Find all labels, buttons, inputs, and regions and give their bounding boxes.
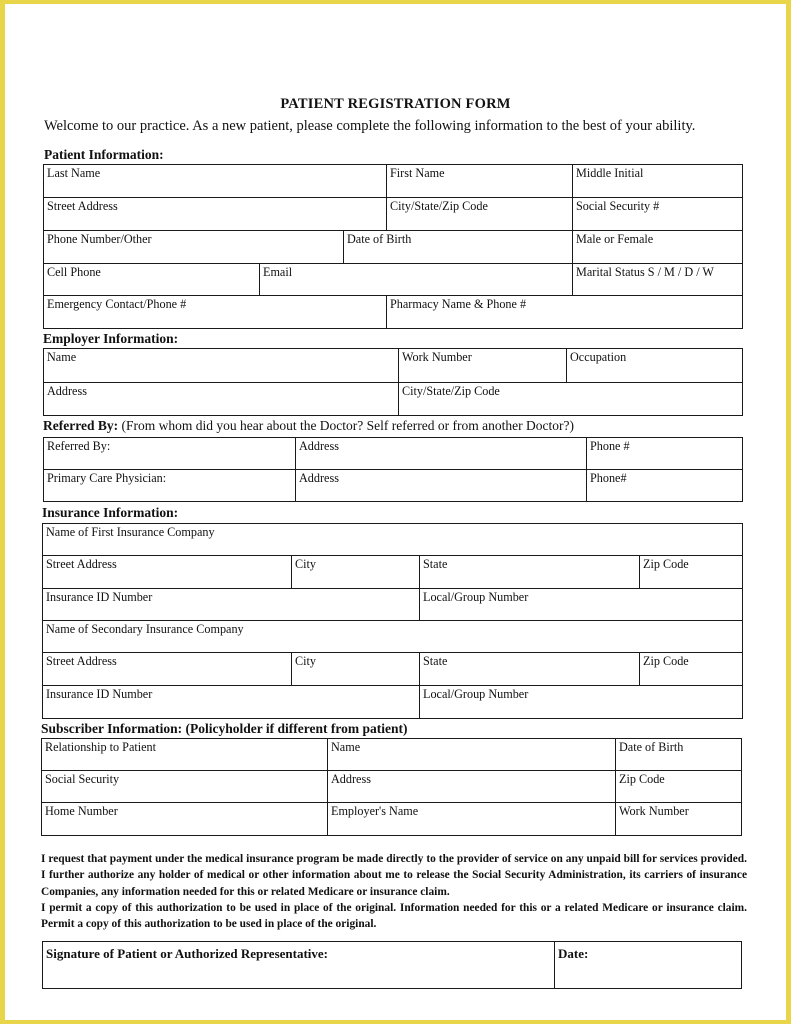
insurance2-state-field[interactable]	[420, 653, 640, 686]
employer-section-heading: Employer Information:	[43, 331, 179, 346]
insurance1-city-label: City	[295, 557, 316, 571]
employer-address-field[interactable]	[44, 383, 399, 416]
insurance1-zip-label: Zip Code	[643, 557, 689, 571]
second-insurance-company-field[interactable]	[43, 621, 743, 653]
phone-other-label: Phone Number/Other	[47, 232, 152, 246]
marital-status-label: Marital Status S / M / D / W	[576, 265, 714, 279]
insurance2-state-label: State	[423, 654, 448, 668]
date-label: Date:	[558, 946, 589, 961]
consent-paragraph-2: I permit a copy of this authorization to be used in place of the original. Information needed for this or a related Medicare or insurance claim. Permit a copy of this authorization to be used in place of the original.	[41, 901, 747, 931]
insurance1-state-label: State	[423, 557, 448, 571]
first-name-label: First Name	[390, 166, 445, 180]
insurance2-street-field[interactable]	[43, 653, 292, 686]
sex-field[interactable]	[573, 231, 743, 264]
first-insurance-company-field[interactable]	[43, 524, 743, 556]
subscriber-address-field[interactable]	[328, 771, 616, 803]
signature-label: Signature of Patient or Authorized Representative:	[46, 946, 328, 961]
pcp-address-field[interactable]	[296, 470, 587, 502]
street-address-field[interactable]	[44, 198, 387, 231]
employer-name-label: Name	[47, 350, 77, 364]
consent-paragraph-1: I request that payment under the medical insurance program be made directly to the provider of service on any unpaid bill for services provided. I further authorize any holder of medical or other information about me to release the Social Security Administration, its carriers of insurance Companies, any information needed for this or related Medicare or insurance claim.	[41, 853, 747, 898]
subscriber-dob-label: Date of Birth	[619, 740, 684, 754]
pcp-address-label: Address	[299, 471, 339, 485]
insurance1-zip-field[interactable]	[640, 556, 743, 589]
email-field[interactable]	[260, 264, 573, 296]
pharmacy-label: Pharmacy Name & Phone #	[390, 297, 527, 311]
home-number-label: Home Number	[45, 804, 118, 818]
insurance-info-table	[42, 523, 743, 719]
referred-section-heading	[43, 418, 574, 434]
insurance1-street-field[interactable]	[43, 556, 292, 589]
middle-initial-label: Middle Initial	[576, 166, 644, 180]
referrer-phone-field[interactable]	[587, 438, 743, 470]
referred-by-label: Referred By:	[47, 439, 111, 453]
employer-city-state-zip-field[interactable]	[399, 383, 743, 416]
insurance1-group-label: Local/Group Number	[423, 590, 529, 604]
signature-field[interactable]	[43, 942, 555, 989]
subscriber-employer-label: Employer's Name	[331, 804, 419, 818]
insurance2-id-field[interactable]	[43, 686, 420, 719]
city-state-zip-field[interactable]	[387, 198, 573, 231]
occupation-field[interactable]	[567, 349, 743, 383]
insurance1-id-field[interactable]	[43, 589, 420, 621]
insurance1-street-label: Street Address	[46, 557, 117, 571]
insurance1-city-field[interactable]	[292, 556, 420, 589]
referred-by-field[interactable]	[44, 438, 296, 470]
pcp-label: Primary Care Physician:	[47, 471, 167, 485]
subscriber-info-table	[41, 738, 742, 836]
welcome-text: Welcome to our practice. As a new patient, please complete the following information to the best of your ability.	[44, 118, 696, 134]
cell-phone-field[interactable]	[44, 264, 260, 296]
subscriber-zip-field[interactable]	[616, 771, 742, 803]
subscriber-dob-field[interactable]	[616, 739, 742, 771]
insurance2-id-label: Insurance ID Number	[46, 687, 153, 701]
insurance-section-heading: Insurance Information:	[42, 505, 179, 520]
marital-status-field[interactable]	[573, 264, 743, 296]
insurance2-group-field[interactable]	[420, 686, 743, 719]
relationship-label: Relationship to Patient	[45, 740, 157, 754]
ssn-field[interactable]	[573, 198, 743, 231]
referred-info-table	[43, 437, 743, 502]
ssn-label: Social Security #	[576, 199, 660, 213]
dob-field[interactable]	[344, 231, 573, 264]
employer-info-table	[43, 348, 743, 416]
employer-city-state-zip-label: City/State/Zip Code	[402, 384, 500, 398]
insurance2-city-label: City	[295, 654, 316, 668]
subscriber-zip-label: Zip Code	[619, 772, 665, 786]
cell-phone-label: Cell Phone	[47, 265, 101, 279]
first-name-field[interactable]	[387, 165, 573, 198]
patient-info-table	[43, 164, 743, 329]
patient-section-heading: Patient Information:	[44, 147, 164, 162]
referrer-address-label: Address	[299, 439, 339, 453]
subscriber-address-label: Address	[331, 772, 371, 786]
first-insurance-company-label: Name of First Insurance Company	[46, 525, 215, 539]
emergency-contact-label: Emergency Contact/Phone #	[47, 297, 187, 311]
referrer-phone-label: Phone #	[590, 439, 630, 453]
form-title: PATIENT REGISTRATION FORM	[280, 96, 511, 112]
pcp-field[interactable]	[44, 470, 296, 502]
employer-work-number-label: Work Number	[402, 350, 472, 364]
home-number-field[interactable]	[42, 803, 328, 836]
employer-work-number-field[interactable]	[399, 349, 567, 383]
phone-other-field[interactable]	[44, 231, 344, 264]
employer-address-label: Address	[47, 384, 87, 398]
relationship-field[interactable]	[42, 739, 328, 771]
last-name-field[interactable]	[44, 165, 387, 198]
insurance1-group-field[interactable]	[420, 589, 743, 621]
date-field[interactable]	[555, 942, 742, 989]
subscriber-work-number-label: Work Number	[619, 804, 689, 818]
middle-initial-field[interactable]	[573, 165, 743, 198]
insurance2-city-field[interactable]	[292, 653, 420, 686]
subscriber-name-field[interactable]	[328, 739, 616, 771]
last-name-label: Last Name	[47, 166, 101, 180]
dob-label: Date of Birth	[347, 232, 412, 246]
subscriber-name-label: Name	[331, 740, 361, 754]
insurance2-zip-field[interactable]	[640, 653, 743, 686]
referrer-address-field[interactable]	[296, 438, 587, 470]
pharmacy-field[interactable]	[387, 296, 743, 329]
insurance2-zip-label: Zip Code	[643, 654, 689, 668]
insurance1-id-label: Insurance ID Number	[46, 590, 153, 604]
emergency-contact-field[interactable]	[44, 296, 387, 329]
pcp-phone-field[interactable]	[587, 470, 743, 502]
occupation-label: Occupation	[570, 350, 627, 364]
email-label: Email	[263, 265, 293, 279]
city-state-zip-label: City/State/Zip Code	[390, 199, 488, 213]
subscriber-section-heading: Subscriber Information: (Policyholder if different from patient)	[41, 721, 408, 736]
consent-text	[41, 851, 747, 932]
insurance2-street-label: Street Address	[46, 654, 117, 668]
second-insurance-company-label: Name of Secondary Insurance Company	[46, 622, 244, 636]
signature-table	[42, 941, 742, 989]
subscriber-work-number-field[interactable]	[616, 803, 742, 836]
street-address-label: Street Address	[47, 199, 118, 213]
subscriber-ssn-label: Social Security	[45, 772, 120, 786]
employer-name-field[interactable]	[44, 349, 399, 383]
referred-heading-text: Referred By:	[43, 418, 119, 433]
pcp-phone-label: Phone#	[590, 471, 627, 485]
referred-question: (From whom did you hear about the Doctor? Self referred or from another Doctor?)	[121, 418, 574, 433]
subscriber-ssn-field[interactable]	[42, 771, 328, 803]
insurance1-state-field[interactable]	[420, 556, 640, 589]
form-page	[5, 4, 786, 1020]
sex-label: Male or Female	[576, 232, 654, 246]
employer-name-field-subscriber[interactable]	[328, 803, 616, 836]
insurance2-group-label: Local/Group Number	[423, 687, 529, 701]
